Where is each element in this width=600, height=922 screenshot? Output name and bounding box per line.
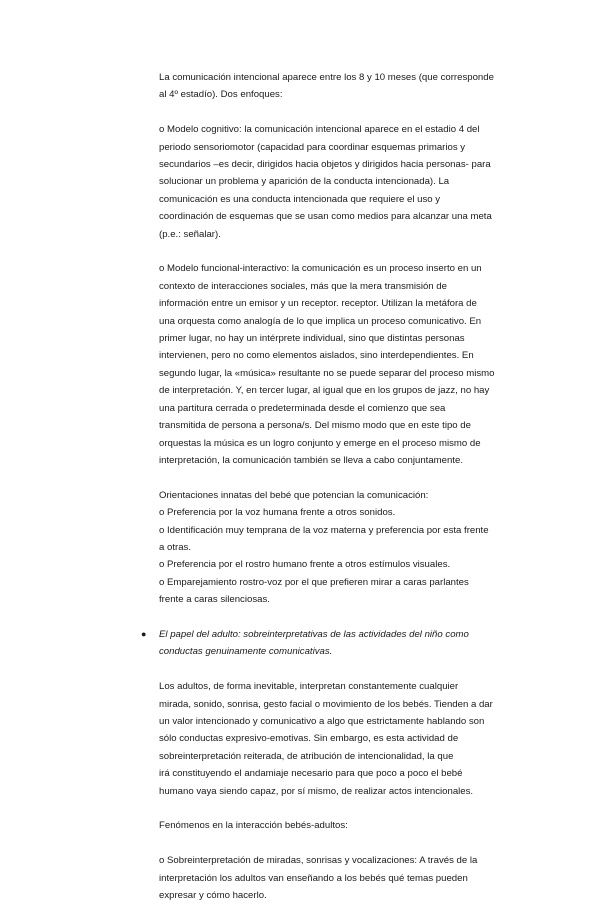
- text-line: Los adultos, de forma inevitable, interpretan constantemente cualquier: [159, 681, 459, 693]
- text-line: coordinación de esquemas que se usan como medios para alcanzar una meta: [159, 211, 492, 223]
- text-line: interpretación, la comunicación también se lleva a cabo conjuntamente.: [159, 454, 463, 466]
- text-line: una orquesta como analogía de lo que implica un proceso comunicativo. En: [159, 315, 482, 327]
- text-line: expresar y cómo hacerlo.: [159, 889, 267, 901]
- text-line: Fenómenos en la interacción bebés-adultos:: [159, 820, 348, 832]
- text-line: información entre un emisor y un receptor. receptor. Utilizan la metáfora de: [159, 298, 477, 310]
- text-line: una partitura cerrada o predeterminada desde el comienzo que sea: [159, 402, 446, 414]
- bullet-item-papel-adulto: [141, 626, 519, 661]
- text-line: al 4º estadío). Dos enfoques:: [159, 89, 283, 101]
- text-line: mirada, sonido, sonrisa, gesto facial o movimiento de los bebés. Tienden a dar: [159, 698, 493, 710]
- text-line: de interpretación. Y, en tercer lugar, al igual que en los grupos de jazz, no hay: [159, 385, 490, 397]
- paragraph-adultos: [159, 678, 519, 800]
- text-line: La comunicación intencional aparece entre los 8 y 10 meses (que corresponde: [159, 72, 494, 83]
- text-line: primer lugar, no hay un intérprete individual, sino que distintas personas: [159, 333, 465, 345]
- paragraph-modelo-funcional: [159, 260, 519, 469]
- text-line: o Identificación muy temprana de la voz materna y preferencia por esta frente: [159, 524, 489, 536]
- bullet-icon: ●: [141, 628, 147, 639]
- text-line: o Preferencia por el rostro humano frente a otros estímulos visuales.: [159, 559, 451, 571]
- text-line: un valor intencionado y comunicativo a algo que estrictamente hablando son: [159, 715, 485, 727]
- text-line: transmitida de persona a persona/s. Del mismo modo que en este tipo de: [159, 420, 471, 432]
- text-line: Orientaciones innatas del bebé que potencian la comunicación:: [159, 489, 429, 501]
- text-line: humano vaya siendo capaz, por sí mismo, de realizar actos intencionales.: [159, 785, 474, 797]
- paragraph-orientaciones: [159, 487, 519, 609]
- text-line: contexto de interacciones sociales, más que la mera transmisión de: [159, 280, 447, 292]
- text-line: o Modelo cognitivo: la comunicación intencional aparece en el estadio 4 del: [159, 124, 480, 136]
- text-line: periodo sensoriomotor (capacidad para coordinar esquemas primarios y: [159, 141, 466, 153]
- paragraph-fenomenos-heading: [159, 817, 519, 834]
- text-line: (p.e.: señalar).: [159, 228, 221, 240]
- text-line: o Emparejamiento rostro-voz por el que prefieren mirar a caras parlantes: [159, 576, 469, 588]
- text-line: El papel del adulto: sobreinterpretativas de las actividades del niño como: [159, 628, 469, 640]
- text-line: irá constituyendo el andamiaje necesario para que poco a poco el bebé: [159, 768, 463, 780]
- text-line: interpretación los adultos van enseñando a los bebés qué temas pueden: [159, 872, 468, 884]
- document-body: [141, 69, 519, 922]
- paragraph-modelo-cognitivo: [159, 121, 519, 243]
- text-line: o Sobreinterpretación de miradas, sonrisas y vocalizaciones: A través de la: [159, 855, 478, 867]
- text-line: frente a caras silenciosas.: [159, 594, 270, 606]
- text-line: sólo conductas expresivo-emotivas. Sin embargo, es esta actividad de: [159, 733, 459, 745]
- text-line: intervienen, pero no como elementos aislados, sino interdependientes. En: [159, 350, 474, 362]
- text-line: solucionar un problema y aparición de la conducta intencionada). La: [159, 176, 450, 188]
- text-line: sobreinterpretación reiterada, de atribución de intencionalidad, la que: [159, 750, 454, 762]
- text-line: secundarios –es decir, dirigidos hacia objetos y dirigidos hacia personas- para: [159, 159, 491, 171]
- text-line: comunicación es una conducta intencionada que requiere el uso y: [159, 193, 441, 205]
- text-line: o Preferencia por la voz humana frente a otros sonidos.: [159, 507, 396, 519]
- text-line: conductas genuinamente comunicativas.: [159, 646, 333, 658]
- paragraph-intro: [159, 69, 519, 104]
- text-line: a otras.: [159, 541, 191, 553]
- text-line: o Modelo funcional-interactivo: la comunicación es un proceso inserto en un: [159, 263, 482, 275]
- paragraph-sobreinterpretacion: [159, 852, 519, 904]
- text-line: segundo lugar, la «música» resultante no se puede separar del proceso mismo: [159, 367, 495, 379]
- text-line: orquestas la música es un logro conjunto y emerge en el proceso mismo de: [159, 437, 481, 449]
